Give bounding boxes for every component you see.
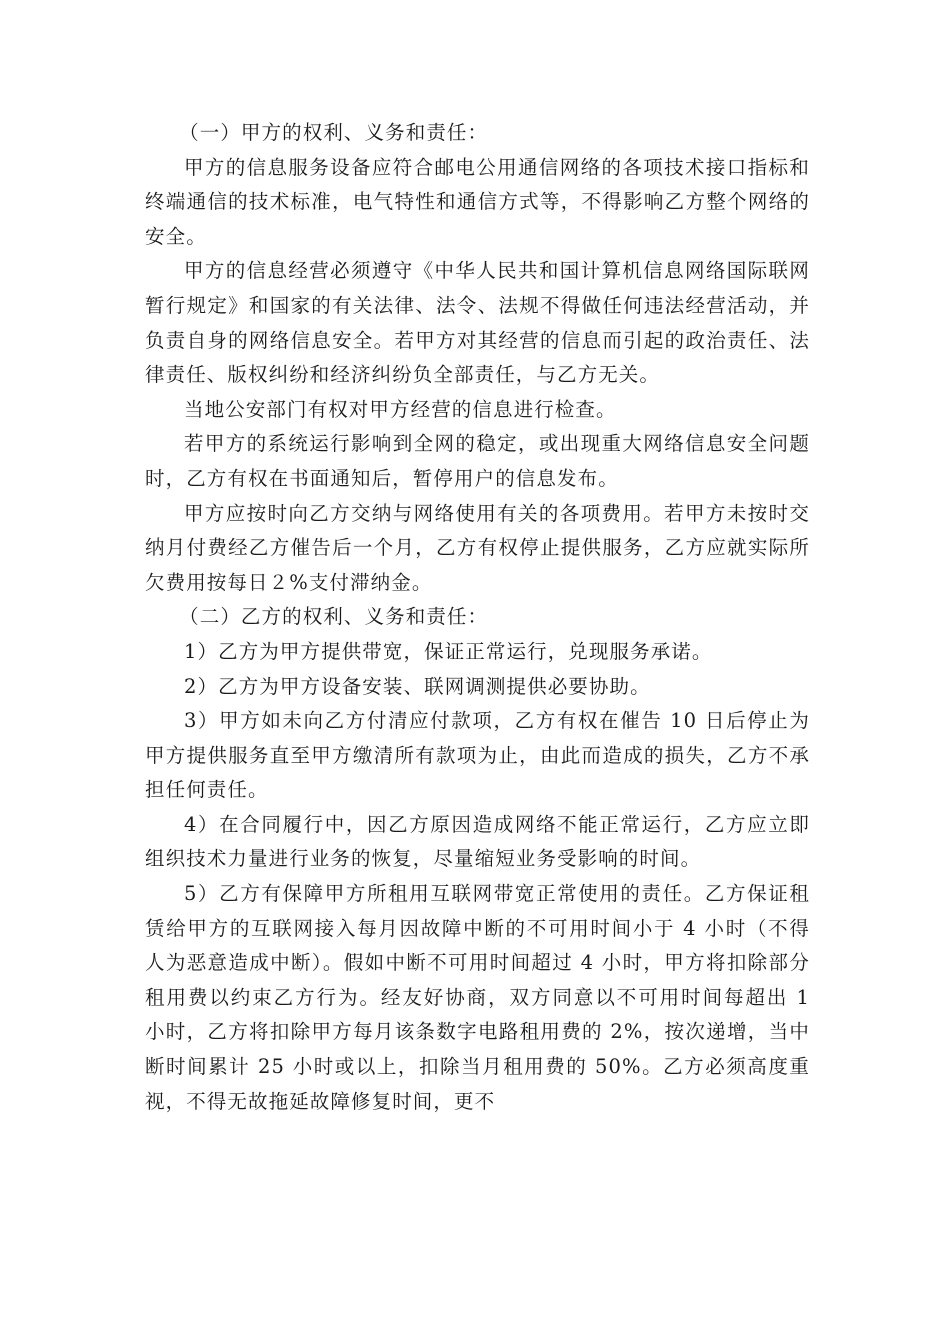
list-item-2: 2）乙方为甲方设备安装、联网调测提供必要协助。 (184, 674, 651, 698)
paragraph-police-inspection: 当地公安部门有权对甲方经营的信息进行检查。 (184, 397, 617, 421)
paragraph-suspension: 若甲方的系统运行影响到全网的稳定，或出现重大网络信息安全问题时，乙方有权在书面通知后，暂停用户的信息发布。 (145, 432, 810, 490)
document-body (145, 116, 810, 1119)
section-heading-party-b: （二）乙方的权利、义务和责任： (179, 605, 489, 629)
paragraph-legal-compliance: 甲方的信息经营必须遵守《中华人民共和国计算机信息网络国际联网暂行规定》和国家的有关法律、法令、法规不得做任何违法经营活动，并负责自身的网络信息安全。若甲方对其经营的信息而引起的政治责任、法律责任、版权纠纷和经济纠纷负全部责任，与乙方无关。 (145, 259, 810, 387)
list-item-3: 3）甲方如未向乙方付清应付款项，乙方有权在催告 10 日后停止为甲方提供服务直至甲方缴清所有款项为止，由此而造成的损失，乙方不承担任何责任。 (145, 709, 810, 802)
paragraph-fees: 甲方应按时向乙方交纳与网络使用有关的各项费用。若甲方未按时交纳月付费经乙方催告后一个月，乙方有权停止提供服务，乙方应就实际所欠费用按每日２%支付滞纳金。 (145, 501, 810, 594)
section-heading-party-a: （一）甲方的权利、义务和责任： (179, 121, 489, 144)
list-item-1: 1）乙方为甲方提供带宽，保证正常运行，兑现服务承诺。 (184, 639, 713, 663)
paragraph-equipment-standards: 甲方的信息服务设备应符合邮电公用通信网络的各项技术接口指标和终端通信的技术标准，电气特性和通信方式等，不得影响乙方整个网络的安全。 (145, 155, 810, 248)
list-item-5: 5）乙方有保障甲方所租用互联网带宽正常使用的责任。乙方保证租赁给甲方的互联网接入每月因故障中断的不可用时间小于 4 小时（不得人为恶意造成中断）。假如中断不可用时间超过 4 小时，甲方将扣除部分租用费以约束乙方行为。经友好协商，双方同意以不可用时间每超出 1 小时，乙方将扣除甲方每月该条数字电路租用费的 2%，按次递增，当中断时间累计 25 小时或以上，扣除当月租用费的 50%。乙方必须高度重视，不得无故拖延故障修复时间，更不 (145, 882, 810, 1113)
list-item-4: 4）在合同履行中，因乙方原因造成网络不能正常运行，乙方应立即组织技术力量进行业务的恢复，尽量缩短业务受影响的时间。 (145, 812, 810, 871)
